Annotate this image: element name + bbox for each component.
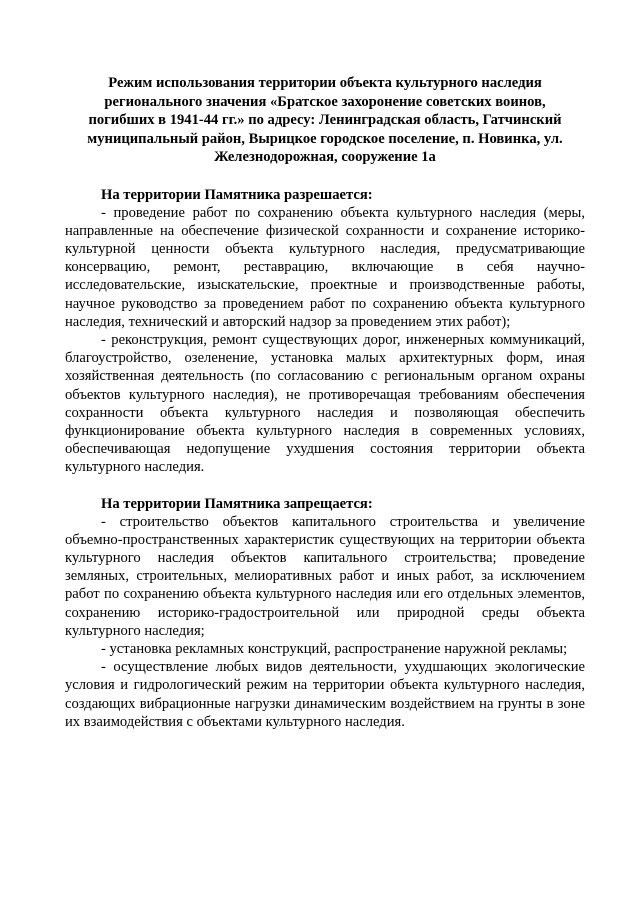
allowed-section <box>65 186 585 477</box>
allowed-heading: На территории Памятника разрешается: <box>101 186 373 203</box>
document-title: Режим использования территории объекта культурного наследия регионального значения «Братское захоронение советских воинов, погибших в 1941-44 гг.» по адресу: Ленинградская область, Гатчинский муниципальный район, Вырицкое городское поселение, п. Новинка, ул. Железнодорожная, сооружение 1а <box>87 75 563 165</box>
prohibited-heading: На территории Памятника запрещается: <box>101 495 373 512</box>
prohibited-item: - установка рекламных конструкций, распространение наружной рекламы; <box>101 640 568 657</box>
allowed-item: - проведение работ по сохранению объекта культурного наследия (меры, направленные на обеспечение физической сохранности и сохранение историко-культурной ценности объекта культурного наследия, предусматривающие консервацию, ремонт, реставрацию, включающие в себя научно-исследовательские, изыскательские, проектные и производственные работы, научное руководство за проведением работ по сохранению объекта культурного наследия, технический и авторский надзор за проведением этих работ); <box>65 204 585 330</box>
prohibited-item: - осуществление любых видов деятельности, ухудшающих экологические условия и гидрологический режим на территории объекта культурного наследия, создающих вибрационные нагрузки динамическим воздействием на грунты в зоне их взаимодействия с объектами культурного наследия. <box>65 659 585 730</box>
prohibited-section <box>65 495 585 731</box>
prohibited-item: - строительство объектов капитального строительства и увеличение объемно-пространственных характеристик существующих на территории объекта культурного наследия объектов капитального строительства; проведение земляных, строительных, мелиоративных работ и иных работ, за исключением работ по сохранению объекта культурного наследия или его отдельных элементов, сохранению историко-градостроительной или природной среды объекта культурного наследия; <box>65 513 585 639</box>
allowed-item: - реконструкция, ремонт существующих дорог, инженерных коммуникаций, благоустройство, озеленение, установка малых архитектурных форм, иная хозяйственная деятельность (по согласованию с региональным органом охраны объектов культурного наследия), не противоречащая требованиям обеспечения сохранности объекта культурного наследия и позволяющая обеспечить функционирование объекта культурного наследия в современных условиях, обеспечивающая недопущение ухудшения состояния территории объекта культурного наследия. <box>65 331 585 476</box>
document-page <box>65 74 585 731</box>
section-spacer <box>65 477 585 495</box>
